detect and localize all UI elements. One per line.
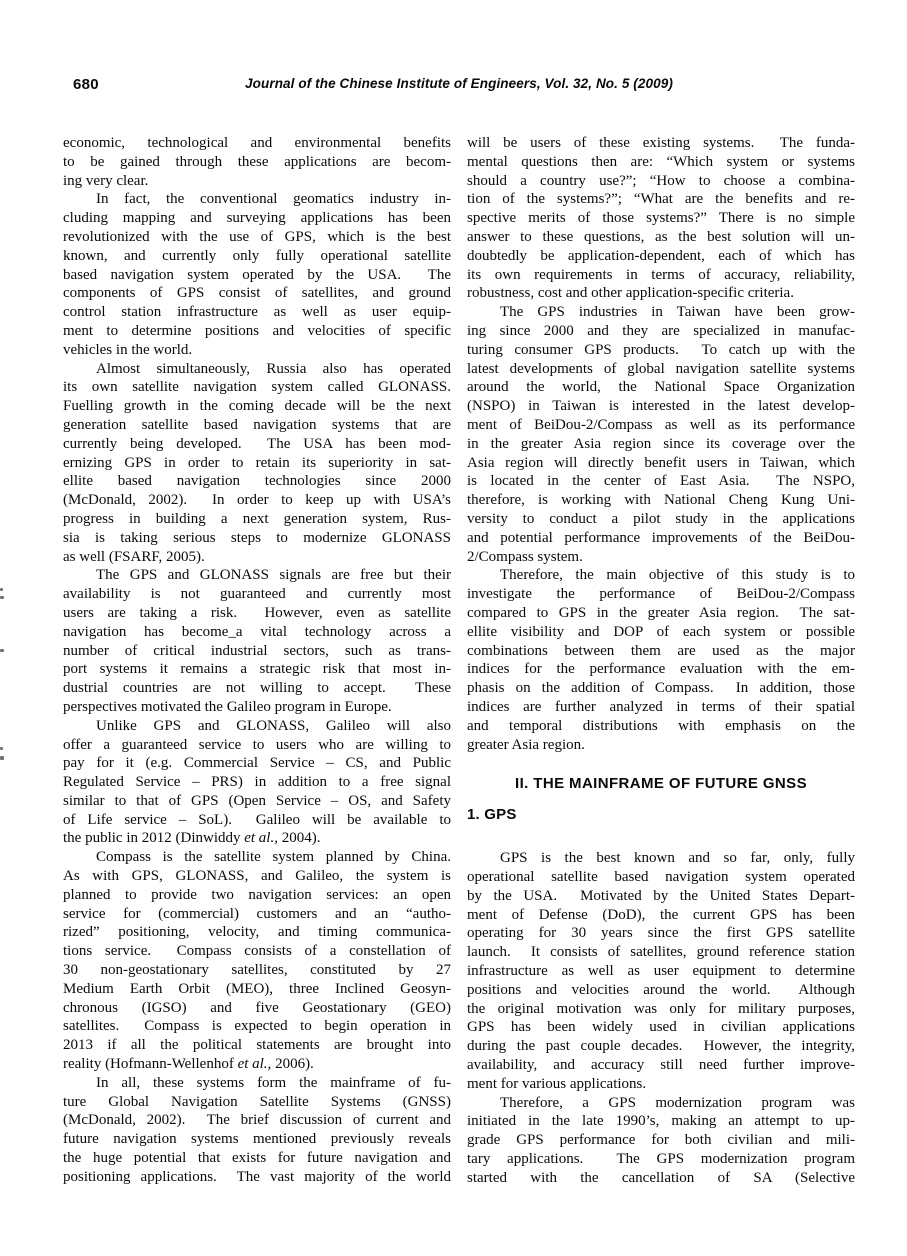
text-line: ment to determine positions and velocities of specific <box>63 322 451 339</box>
text-line: navigation has become_a vital technology across a <box>63 623 451 640</box>
text-line: is located in the center of East Asia. The NSPO, <box>467 473 855 490</box>
text-line: Therefore, a GPS modernization program was <box>500 1094 855 1111</box>
text-line: number of critical industrial sectors, such as trans- <box>63 642 451 659</box>
paragraph <box>63 190 451 359</box>
scan-artifact <box>0 756 4 760</box>
section-heading: II. THE MAINFRAME OF FUTURE GNSS <box>515 775 807 793</box>
text-line: ture Global Navigation Satellite Systems (GNSS) <box>63 1093 451 1110</box>
text-line: Fuelling growth in the coming decade will be the next <box>63 398 451 415</box>
text-line: components of GPS consist of satellites, and ground <box>63 285 451 302</box>
text-line: The GPS industries in Taiwan have been grow- <box>500 304 855 321</box>
text-line: cluding mapping and surveying applications has been <box>63 210 451 227</box>
text-line: economic, technological and environmental benefits <box>63 135 451 151</box>
paragraph <box>467 1094 855 1188</box>
text-line: revolutionized with the use of GPS, which is the best <box>63 228 451 245</box>
text-line: service for (commercial) customers and an “autho- <box>63 905 451 922</box>
text-line: initiated in the late 1990’s, making an attempt to up- <box>467 1113 855 1130</box>
text-line: by the USA. Motivated by the United States Depart- <box>467 887 855 904</box>
text-line: ment for various applications. <box>467 1075 647 1092</box>
text-line: Therefore, the main objective of this study is to <box>500 567 855 584</box>
text-line: availability, and accuracy still need further improve- <box>467 1057 855 1074</box>
paragraph <box>63 1074 451 1187</box>
text-line: in the greater Asia region since its coverage over the <box>467 435 855 452</box>
text-line: Almost simultaneously, Russia also has operated <box>96 360 451 377</box>
left-column <box>63 134 451 1188</box>
text-line: ment of Defense (DoD), the current GPS has been <box>467 906 855 923</box>
paragraph <box>63 566 451 716</box>
text-line: mental questions then are: “Which system or systems <box>467 153 855 170</box>
text-line: the public in 2012 (Dinwiddy et al., 2004). <box>63 830 321 847</box>
text-line: known, and currently only fully operational satellite <box>63 247 451 264</box>
text-line: indices are further analyzed in terms of their spatial <box>467 698 855 715</box>
text-line: 2/Compass system. <box>467 548 583 565</box>
text-line: phasis on the addition of Compass. In addition, those <box>467 680 855 697</box>
paragraph <box>63 717 451 849</box>
text-line: The GPS and GLONASS signals are free but their <box>96 567 451 584</box>
text-line: vehicles in the world. <box>63 341 193 358</box>
text-line: GPS has been widely used in civilian applications <box>467 1019 855 1036</box>
text-line: As with GPS, GLONASS, and Galileo, the system is <box>63 868 451 885</box>
text-line: port systems it remains a strategic risk that most in- <box>63 661 451 678</box>
paragraph <box>467 303 855 566</box>
text-line: its own satellite navigation system called GLONASS. <box>63 379 451 396</box>
text-line: to be gained through these applications are becom- <box>63 153 451 170</box>
text-line: offer a guaranteed service to users who are willing to <box>63 736 451 753</box>
text-line: combinations between them are used as the major <box>467 642 855 659</box>
text-line: based navigation system operated by the USA. The <box>63 266 451 283</box>
text-line: its own requirements in terms of accuracy, reliability, <box>467 266 855 283</box>
text-line: similar to that of GPS (Open Service – OS, and Safety <box>63 792 451 809</box>
text-line: Medium Earth Orbit (MEO), three Inclined Geosyn- <box>63 980 451 997</box>
text-line: control station infrastructure as well as user equip- <box>63 304 451 321</box>
text-line: versity to conduct a pilot study in the applications <box>467 510 855 527</box>
text-line: sia is taking serious steps to modernize GLONASS <box>63 529 451 546</box>
paragraph <box>63 848 451 1074</box>
text-line: Asia region will directly benefit users in Taiwan, which <box>467 454 855 471</box>
text-line: during the past couple decades. However, the integrity, <box>467 1038 855 1055</box>
text-line: satellites. Compass is expected to begin operation in <box>63 1018 451 1035</box>
text-line: currently being developed. The USA has been mod- <box>63 435 451 452</box>
text-line: tary applications. The GPS modernization program <box>467 1151 855 1168</box>
text-line: answer to these questions, as the best solution will un- <box>467 228 855 245</box>
text-line: robustness, cost and other application-specific criteria. <box>467 285 794 302</box>
text-line: users are taking a risk. However, even as satellite <box>63 604 451 621</box>
text-line: around the world, the National Space Organization <box>467 379 855 396</box>
text-line: ellite based navigation technologies since 2000 <box>63 473 451 490</box>
text-line: turing consumer GPS products. To catch up with the <box>467 341 855 358</box>
text-line: indices for the performance evaluation with the em- <box>467 661 855 678</box>
scan-artifact <box>0 588 3 591</box>
text-line: tions service. Compass consists of a constellation of <box>63 943 451 960</box>
text-line: launch. It consists of satellites, ground reference station <box>467 944 855 961</box>
text-line: Regulated Service – PRS) in addition to a free signal <box>63 774 451 791</box>
text-line: progress in building a next generation system, Rus- <box>63 510 451 527</box>
text-line: started with the cancellation of SA (Selective <box>467 1169 855 1186</box>
text-line: ernizing GPS in order to retain its superiority in sat- <box>63 454 451 471</box>
scan-artifact <box>0 596 4 599</box>
text-line: chronous (IGSO) and five Geostationary (GEO) <box>63 999 451 1016</box>
text-line: operational satellite based navigation system operated <box>467 869 855 886</box>
scan-artifact <box>0 649 4 652</box>
subsection-heading: 1. GPS <box>467 806 517 824</box>
text-line: therefore, is working with National Cheng Kung Uni- <box>467 492 855 509</box>
text-line: perspectives motivated the Galileo program in Europe. <box>63 698 392 715</box>
text-line: In all, these systems form the mainframe of fu- <box>96 1074 451 1091</box>
text-line: operating for 30 years since the first GPS satellite <box>467 925 855 942</box>
text-line: and potential performance improvements of the BeiDou- <box>467 529 855 546</box>
text-line: dustrial countries are not willing to accept. These <box>63 680 451 697</box>
text-line: doubtedly be application-dependent, each of which has <box>467 247 855 264</box>
text-line: will be users of these existing systems. The funda- <box>467 135 855 151</box>
text-line: should a country use?”; “How to choose a combina- <box>467 172 855 189</box>
page-masthead <box>63 76 855 98</box>
text-line: tion of the systems?”; “What are the benefits and re- <box>467 191 855 208</box>
paragraph <box>467 134 855 303</box>
text-line: ing since 2000 and they are specialized in manufac- <box>467 322 855 339</box>
text-line: 2013 if all the political statements are brought into <box>63 1037 451 1054</box>
text-line: Compass is the satellite system planned by China. <box>96 849 451 866</box>
text-line: availability is not guaranteed and currently most <box>63 586 451 603</box>
paragraph <box>467 566 855 754</box>
text-line: generation satellite based navigation systems that are <box>63 416 451 433</box>
text-line: as well (FSARF, 2005). <box>63 548 205 565</box>
text-line: grade GPS performance for both civilian and mili- <box>467 1132 855 1149</box>
paragraph <box>467 849 855 1093</box>
text-line: latest developments of global navigation satellite systems <box>467 360 855 377</box>
text-line: and temporal distributions with emphasis on the <box>467 717 855 734</box>
right-column <box>467 134 855 1188</box>
text-line: (McDonald, 2002). The brief discussion of current and <box>63 1112 451 1129</box>
text-line: ellite visibility and DOP of each system or possible <box>467 623 855 640</box>
text-line: 30 non-geostationary satellites, constituted by 27 <box>63 962 451 979</box>
text-line: ing very clear. <box>63 172 149 189</box>
text-line: In fact, the conventional geomatics industry in- <box>96 191 451 208</box>
text-line: of Life service – SoL). Galileo will be available to <box>63 811 451 828</box>
text-line: (NSPO) in Taiwan is interested in the latest develop- <box>467 398 855 415</box>
text-line: investigate the performance of BeiDou-2/Compass <box>467 586 855 603</box>
text-line: (McDonald, 2002). In order to keep up with USA’s <box>63 492 451 509</box>
text-line: pay for it (e.g. Commercial Service – CS, and Public <box>63 755 451 772</box>
text-line: the original motivation was only for military purposes, <box>467 1000 855 1017</box>
text-line: reality (Hofmann-Wellenhof et al., 2006). <box>63 1056 314 1073</box>
paragraph <box>63 134 451 190</box>
text-line: positioning applications. The vast majority of the world <box>63 1168 451 1185</box>
text-line: positions and velocities around the world. Although <box>467 981 855 998</box>
text-line: future navigation systems mentioned previously reveals <box>63 1131 451 1148</box>
text-columns <box>63 134 855 1188</box>
text-line: rized” positioning, velocity, and timing communica- <box>63 924 451 941</box>
text-line: infrastructure as well as user equipment to determine <box>467 963 855 980</box>
text-line: planned to provide two navigation services: an open <box>63 886 451 903</box>
text-line: spective merits of those systems?” There is no simple <box>467 210 855 227</box>
page-number: 680 <box>73 76 99 93</box>
text-line: ment of BeiDou-2/Compass as well as its performance <box>467 416 855 433</box>
text-line: GPS is the best known and so far, only, fully <box>500 850 855 867</box>
text-line: the huge potential that exists for future navigation and <box>63 1150 451 1167</box>
text-line: Unlike GPS and GLONASS, Galileo will also <box>96 717 451 734</box>
text-line: compared to GPS in the greater Asia region. The sat- <box>467 604 855 621</box>
journal-header: Journal of the Chinese Institute of Engineers, Vol. 32, No. 5 (2009) <box>245 76 673 91</box>
text-line: greater Asia region. <box>467 736 585 753</box>
paragraph <box>63 360 451 567</box>
scan-artifact <box>0 747 3 750</box>
